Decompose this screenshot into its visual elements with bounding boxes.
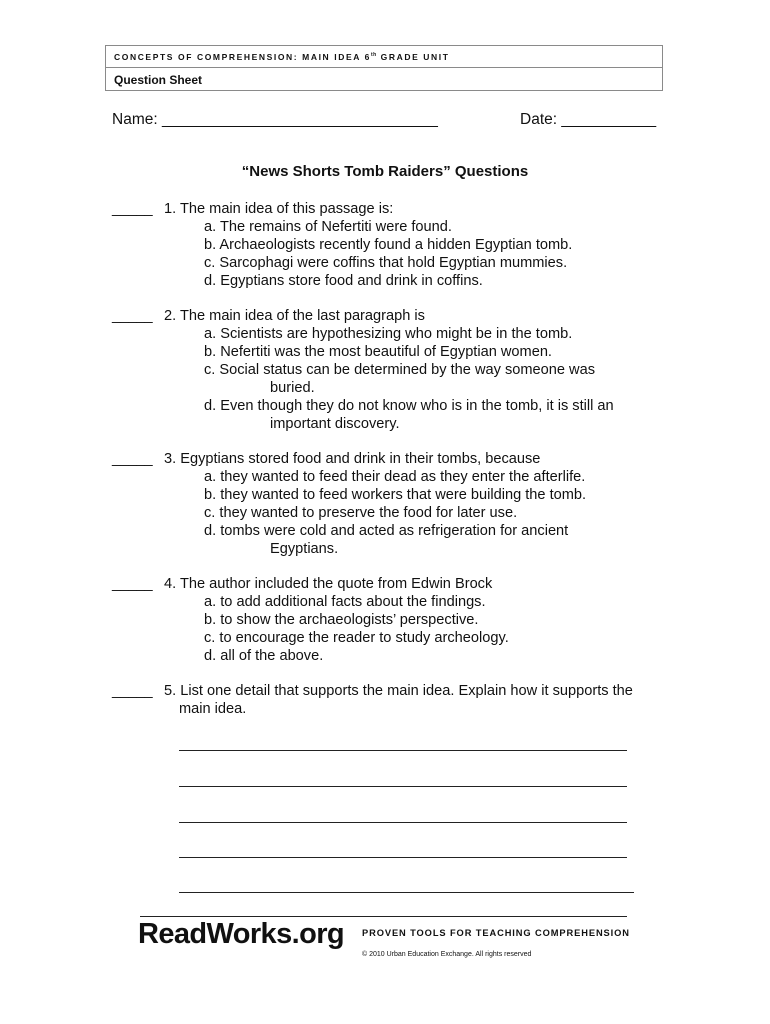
answer-blank[interactable]: _____ — [112, 451, 153, 467]
option-continuation: Egyptians. — [270, 541, 339, 557]
answer-blank[interactable]: _____ — [112, 308, 153, 324]
answer-blank[interactable]: _____ — [112, 576, 153, 592]
answer-line[interactable] — [179, 822, 627, 823]
answer-line[interactable] — [179, 857, 627, 858]
answer-line[interactable] — [179, 750, 627, 751]
option: c. Sarcophagi were coffins that hold Egyptian mummies. — [204, 255, 568, 271]
option: b. they wanted to feed workers that were building the tomb. — [204, 487, 587, 503]
question-5: _____ 5. List one detail that supports the main idea. Explain how it supports the — [112, 683, 633, 699]
option: b. Nefertiti was the most beautiful of Egyptian women. — [204, 344, 552, 360]
answer-blank[interactable]: _____ — [112, 683, 153, 699]
question-1: _____ 1. The main idea of this passage is: — [112, 201, 394, 217]
option: d. tombs were cold and acted as refrigeration for ancient — [204, 523, 569, 539]
option: d. Even though they do not know who is in the tomb, it is still an — [204, 398, 614, 414]
option: a. they wanted to feed their dead as they enter the afterlife. — [204, 469, 586, 485]
question-2: _____ 2. The main idea of the last paragraph is — [112, 308, 425, 324]
name-field[interactable]: Name: ________________________________ — [112, 111, 438, 128]
option-continuation: important discovery. — [270, 416, 400, 432]
option: c. Social status can be determined by the way someone was — [204, 362, 595, 378]
question-3: _____ 3. Egyptians stored food and drink in their tombs, because — [112, 451, 541, 467]
date-field[interactable]: Date: ___________ — [520, 111, 657, 128]
question-continuation: main idea. — [179, 701, 247, 717]
footer-tagline: PROVEN TOOLS FOR TEACHING COMPREHENSION — [362, 928, 630, 938]
option: a. to add additional facts about the findings. — [204, 594, 486, 610]
footer-rule — [140, 916, 627, 917]
page-title: “News Shorts Tomb Raiders” Questions — [241, 163, 529, 180]
option: b. Archaeologists recently found a hidden Egyptian tomb. — [204, 237, 573, 253]
option: d. Egyptians store food and drink in coffins. — [204, 273, 483, 289]
option: a. The remains of Nefertiti were found. — [204, 219, 452, 235]
question-4: _____ 4. The author included the quote from Edwin Brock — [112, 576, 493, 592]
option: a. Scientists are hypothesizing who might be in the tomb. — [204, 326, 573, 342]
option: b. to show the archaeologists’ perspective. — [204, 612, 479, 628]
unit-title: CONCEPTS OF COMPREHENSION: MAIN IDEA 6th GRADE UNIT — [106, 46, 662, 68]
sheet-label: Question Sheet — [114, 73, 203, 87]
answer-line[interactable] — [179, 786, 627, 787]
answer-line[interactable] — [179, 892, 634, 893]
option: c. they wanted to preserve the food for later use. — [204, 505, 518, 521]
option: d. all of the above. — [204, 648, 324, 664]
readworks-logo: ReadWorks.org — [138, 918, 344, 950]
option-continuation: buried. — [270, 380, 315, 396]
unit-header — [105, 45, 663, 91]
option: c. to encourage the reader to study archeology. — [204, 630, 509, 646]
answer-blank[interactable]: _____ — [112, 201, 153, 217]
copyright-notice: © 2010 Urban Education Exchange. All rights reserved — [362, 951, 532, 958]
